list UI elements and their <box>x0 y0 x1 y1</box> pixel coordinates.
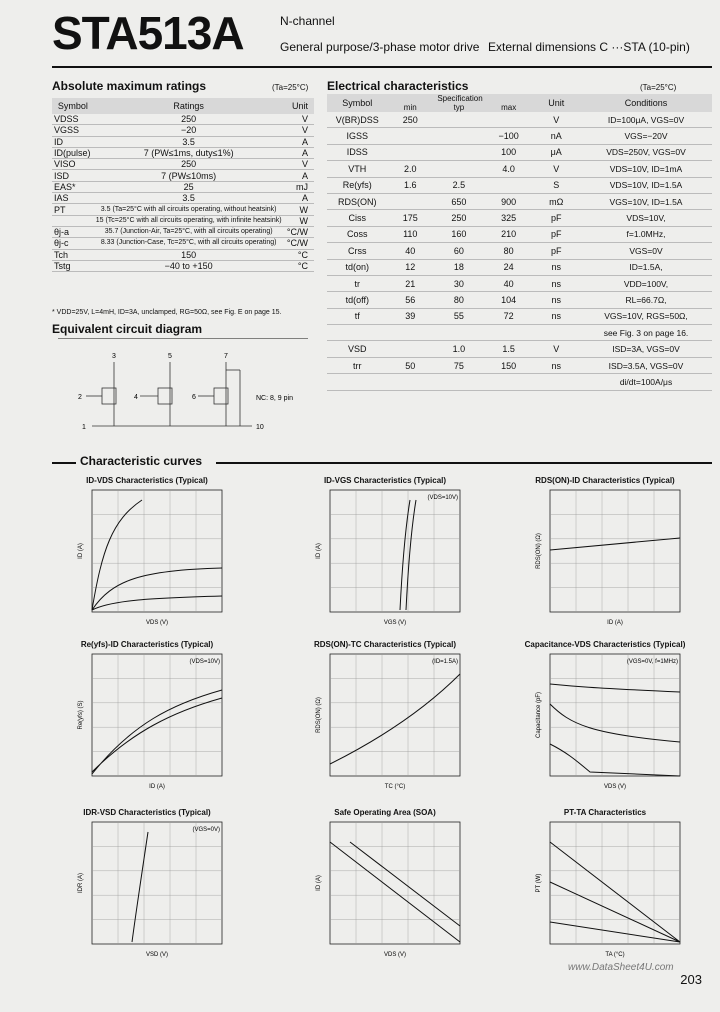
elec-symbol-cell: td(off) <box>327 292 388 308</box>
abs-max-sym-cell: EAS* <box>52 181 94 192</box>
curve-plot <box>510 486 700 636</box>
nc-pins-label: NC: 8, 9 pin <box>256 395 293 402</box>
elec-unit-cell: V <box>532 112 580 128</box>
elec-unit-cell <box>532 325 580 341</box>
x-axis-label: VGS (V) <box>383 620 407 626</box>
elec-max-cell <box>485 112 533 128</box>
curve-plot <box>52 650 242 800</box>
abs-max-rat-cell: 250 <box>94 159 284 170</box>
y-axis-label: ID (A) <box>78 543 84 559</box>
elec-row <box>327 259 712 275</box>
abs-max-unit-cell: mJ <box>284 181 314 192</box>
elec-row <box>327 243 712 259</box>
elec-typ-cell <box>433 112 485 128</box>
elec-max-cell: 80 <box>485 243 533 259</box>
curve-plot <box>510 650 700 800</box>
abs-max-sym-cell: Tch <box>52 249 94 260</box>
elec-min-cell: 12 <box>388 259 433 275</box>
elec-unit-cell: ns <box>532 275 580 291</box>
curve-plot <box>510 818 700 968</box>
curves-title: Characteristic curves <box>80 454 203 468</box>
equiv-title: Equivalent circuit diagram <box>52 322 203 336</box>
abs-max-rat-cell: −40 to +150 <box>94 260 284 271</box>
curve-panel <box>290 640 480 800</box>
abs-max-sym-cell: VDSS <box>52 114 94 125</box>
curve-title: Safe Operating Area (SOA) <box>334 808 436 817</box>
elec-row <box>327 112 712 128</box>
curves-rule-left <box>52 462 76 464</box>
elec-max-cell: 40 <box>485 275 533 291</box>
pin-6-label: 6 <box>192 394 196 401</box>
elec-typ-cell: 1.0 <box>433 341 485 357</box>
abs-max-table <box>52 98 314 272</box>
plot-frame <box>92 490 222 612</box>
curve-panel <box>290 476 480 636</box>
abs-max-unit-cell: V <box>284 125 314 136</box>
pin-3-label: 3 <box>112 353 116 360</box>
abs-max-sym-cell: VGSS <box>52 125 94 136</box>
elec-conditions-cell: VDS=250V, VGS=0V <box>580 144 712 160</box>
elec-typ-cell <box>433 374 485 390</box>
pin-5-label: 5 <box>168 353 172 360</box>
elec-conditions-cell: VGS=10V, ID=1.5A <box>580 193 712 209</box>
elec-typ-cell <box>433 128 485 144</box>
abs-max-row <box>52 125 314 136</box>
elec-unit-cell: pF <box>532 226 580 242</box>
abs-max-rat-cell: 15 (Tc=25°C with all circuits operating, with infinite heatsink) <box>94 215 284 226</box>
elec-min-cell <box>388 128 433 144</box>
elec-symbol-cell: RDS(ON) <box>327 193 388 209</box>
elec-max-cell: 24 <box>485 259 533 275</box>
y-axis-label: IDR (A) <box>78 873 84 893</box>
elec-symbol-cell <box>327 325 388 341</box>
elec-unit-cell: pF <box>532 210 580 226</box>
abs-max-row <box>52 238 314 249</box>
elec-row <box>327 210 712 226</box>
elec-min-cell <box>388 144 433 160</box>
elec-conditions-cell: VDS=10V, <box>580 210 712 226</box>
abs-max-unit-cell: °C/W <box>284 226 314 237</box>
elec-condition: (Ta=25°C) <box>640 83 677 92</box>
abs-max-rat-cell: 35.7 (Junction-Air, Ta=25°C, with all circuits operating) <box>94 226 284 237</box>
pin-10-label: 10 <box>256 424 264 431</box>
elec-row <box>327 308 712 324</box>
y-axis-label: PT (W) <box>536 873 542 893</box>
abs-max-sym-cell: ID(pulse) <box>52 147 94 158</box>
elec-typ-cell: 60 <box>433 243 485 259</box>
elec-title: Electrical characteristics <box>327 79 469 93</box>
elec-row <box>327 161 712 177</box>
col-ratings: Ratings <box>94 98 284 114</box>
abs-max-sym-cell: ID <box>52 136 94 147</box>
elec-symbol-cell: Re(yfs) <box>327 177 388 193</box>
elec-unit-cell: V <box>532 161 580 177</box>
curve-title: Re(yfs)-ID Characteristics (Typical) <box>80 640 214 649</box>
elec-min-cell: 250 <box>388 112 433 128</box>
curve-plot <box>290 818 480 968</box>
abs-max-rat-cell: 150 <box>94 249 284 260</box>
elec-typ-cell <box>433 144 485 160</box>
elec-row <box>327 128 712 144</box>
elec-typ-cell <box>433 161 485 177</box>
abs-max-sym-cell: ISD <box>52 170 94 181</box>
abs-max-rat-cell: 7 (PW≤10ms) <box>94 170 284 181</box>
plot-frame <box>92 822 222 944</box>
elec-max-cell: −100 <box>485 128 533 144</box>
elec-unit-cell: V <box>532 341 580 357</box>
watermark: www.DataSheet4U.com <box>568 962 674 973</box>
abs-max-unit-cell: A <box>284 170 314 181</box>
header-rule <box>52 66 712 68</box>
curve-note: (ID=1.5A) <box>432 659 458 665</box>
abs-max-rat-cell: 25 <box>94 181 284 192</box>
curve-title: RDS(ON)-TC Characteristics (Typical) <box>313 640 457 649</box>
abs-max-rat-cell: −20 <box>94 125 284 136</box>
elec-unit-cell: ns <box>532 259 580 275</box>
elec-typ-cell: 160 <box>433 226 485 242</box>
abs-max-unit-cell: A <box>284 193 314 204</box>
elec-unit-cell: pF <box>532 243 580 259</box>
elec-max-cell: 150 <box>485 357 533 373</box>
abs-max-title: Absolute maximum ratings <box>52 79 207 93</box>
plot-frame <box>550 822 680 944</box>
elec-unit-cell: ns <box>532 292 580 308</box>
abs-max-rat-cell: 3.5 <box>94 136 284 147</box>
channel-type: N-channel <box>280 14 335 28</box>
curve-line <box>92 500 222 610</box>
abs-max-unit-cell: A <box>284 136 314 147</box>
abs-max-unit-cell: A <box>284 147 314 158</box>
col-symbol: Symbol <box>327 94 388 112</box>
x-axis-label: TC (°C) <box>384 784 406 790</box>
x-axis-label: VDS (V) <box>383 952 407 958</box>
elec-conditions-cell: ID=1.5A, <box>580 259 712 275</box>
abs-max-unit-cell: W <box>284 215 314 226</box>
elec-row <box>327 374 712 390</box>
elec-conditions-cell: VGS=0V <box>580 243 712 259</box>
pin-4-label: 4 <box>134 394 138 401</box>
y-axis-label: Re(yfs) (S) <box>78 700 84 730</box>
curve-plot <box>290 650 480 800</box>
curve-title: ID-VDS Characteristics (Typical) <box>86 476 208 485</box>
elec-conditions-cell: VGS=−20V <box>580 128 712 144</box>
x-axis-label: ID (A) <box>607 620 623 626</box>
elec-typ-cell: 18 <box>433 259 485 275</box>
elec-max-cell <box>485 325 533 341</box>
abs-max-unit-cell: °C/W <box>284 238 314 249</box>
y-axis-label: RDS(ON) (Ω) <box>536 533 542 569</box>
elec-min-cell <box>388 374 433 390</box>
abs-max-row <box>52 260 314 271</box>
elec-symbol-cell: td(on) <box>327 259 388 275</box>
curve-title: ID-VGS Characteristics (Typical) <box>323 476 447 485</box>
plot-frame <box>550 654 680 776</box>
elec-symbol-cell: Crss <box>327 243 388 259</box>
curve-title: PT-TA Characteristics <box>563 808 647 817</box>
elec-row <box>327 144 712 160</box>
elec-typ-cell: 80 <box>433 292 485 308</box>
elec-symbol-cell: V(BR)DSS <box>327 112 388 128</box>
elec-min-cell <box>388 325 433 341</box>
abs-max-row <box>52 114 314 125</box>
curves-rule-right <box>216 462 712 464</box>
elec-min-cell: 40 <box>388 243 433 259</box>
elec-min-cell: 21 <box>388 275 433 291</box>
elec-min-cell <box>388 193 433 209</box>
curve-line <box>550 842 680 942</box>
curve-panel <box>52 808 242 968</box>
y-axis-label: Capacitance (pF) <box>536 691 542 739</box>
purpose: General purpose/3-phase motor drive <box>280 40 480 54</box>
curve-line <box>550 684 680 776</box>
elec-symbol-cell: trr <box>327 357 388 373</box>
elec-unit-cell: μA <box>532 144 580 160</box>
abs-max-rat-cell: 3.5 (Ta=25°C with all circuits operating, without heatsink) <box>94 204 284 215</box>
abs-max-unit-cell: W <box>284 204 314 215</box>
col-conditions: Conditions <box>580 94 712 112</box>
elec-max-cell: 325 <box>485 210 533 226</box>
y-axis-label: ID (A) <box>316 543 322 559</box>
elec-conditions-cell: di/dt=100A/μs <box>580 374 712 390</box>
abs-max-rat-cell: 8.33 (Junction-Case, Tc=25°C, with all circuits operating) <box>94 238 284 249</box>
elec-symbol-cell: VTH <box>327 161 388 177</box>
elec-min-cell <box>388 341 433 357</box>
curve-note: (VGS=0V) <box>192 827 220 833</box>
elec-symbol-cell: VSD <box>327 341 388 357</box>
part-number: STA513A <box>52 7 244 59</box>
elec-typ-cell: 30 <box>433 275 485 291</box>
col-unit: Unit <box>532 94 580 112</box>
curve-line <box>132 832 148 942</box>
elec-unit-cell: mΩ <box>532 193 580 209</box>
elec-conditions-cell: ID=100μA, VGS=0V <box>580 112 712 128</box>
abs-max-row <box>52 204 314 215</box>
curve-plot <box>290 486 480 636</box>
elec-unit-cell <box>532 374 580 390</box>
elec-conditions-cell: ISD=3A, VGS=0V <box>580 341 712 357</box>
curve-line <box>550 538 680 550</box>
external-dimensions: External dimensions C ···STA (10-pin) <box>488 40 690 54</box>
curve-title: IDR-VSD Characteristics (Typical) <box>83 808 211 817</box>
abs-max-sym-cell: θj-a <box>52 226 94 237</box>
abs-max-condition: (Ta=25°C) <box>272 83 309 92</box>
curve-title: RDS(ON)-ID Characteristics (Typical) <box>535 476 675 485</box>
elec-min-cell: 2.0 <box>388 161 433 177</box>
elec-max-cell: 100 <box>485 144 533 160</box>
elec-typ-cell: 250 <box>433 210 485 226</box>
elec-unit-cell: ns <box>532 308 580 324</box>
abs-max-row <box>52 249 314 260</box>
elec-row <box>327 275 712 291</box>
abs-max-row <box>52 181 314 192</box>
abs-max-sym-cell: Tstg <box>52 260 94 271</box>
curve-note: (VDS=10V) <box>189 659 220 665</box>
abs-max-unit-cell: V <box>284 159 314 170</box>
elec-max-cell: 4.0 <box>485 161 533 177</box>
equivalent-circuit-diagram <box>52 338 314 438</box>
abs-max-rat-cell: 7 (PW≤1ms, duty≤1%) <box>94 147 284 158</box>
abs-max-sym-cell: θj-c <box>52 238 94 249</box>
elec-typ-cell: 55 <box>433 308 485 324</box>
plot-frame <box>550 490 680 612</box>
abs-max-row <box>52 159 314 170</box>
curve-line <box>92 690 222 774</box>
elec-symbol-cell: Ciss <box>327 210 388 226</box>
elec-symbol-cell: Coss <box>327 226 388 242</box>
curve-line <box>330 674 460 764</box>
pin-1-label: 1 <box>82 424 86 431</box>
elec-min-cell: 1.6 <box>388 177 433 193</box>
curve-panel <box>290 808 480 968</box>
plot-frame <box>330 822 460 944</box>
curve-note: (VGS=0V, f=1MHz) <box>626 659 678 665</box>
elec-min-cell: 56 <box>388 292 433 308</box>
curve-panel <box>52 476 242 636</box>
x-axis-label: VSD (V) <box>145 952 169 958</box>
elec-max-cell: 210 <box>485 226 533 242</box>
pin-7-label: 7 <box>224 353 228 360</box>
elec-symbol-cell <box>327 374 388 390</box>
col-specification: Specification <box>388 94 533 103</box>
abs-max-unit-cell: V <box>284 114 314 125</box>
x-axis-label: ID (A) <box>149 784 165 790</box>
elec-max-cell: 900 <box>485 193 533 209</box>
abs-max-row <box>52 226 314 237</box>
abs-max-rat-cell: 250 <box>94 114 284 125</box>
elec-unit-cell: nA <box>532 128 580 144</box>
plot-frame <box>92 654 222 776</box>
col-unit: Unit <box>284 98 314 114</box>
elec-conditions-cell: see Fig. 3 on page 16. <box>580 325 712 341</box>
abs-max-sym-cell <box>52 215 94 226</box>
elec-conditions-cell: VGS=10V, RGS=50Ω, <box>580 308 712 324</box>
elec-symbol-cell: IDSS <box>327 144 388 160</box>
elec-conditions-cell: VDS=10V, ID=1.5A <box>580 177 712 193</box>
elec-symbol-cell: tr <box>327 275 388 291</box>
elec-conditions-cell: f=1.0MHz, <box>580 226 712 242</box>
elec-conditions-cell: VDD=100V, <box>580 275 712 291</box>
y-axis-label: ID (A) <box>316 875 322 891</box>
abs-max-unit-cell: °C <box>284 249 314 260</box>
abs-max-unit-cell: °C <box>284 260 314 271</box>
abs-max-row <box>52 147 314 158</box>
plot-frame <box>330 490 460 612</box>
pin-2-label: 2 <box>78 394 82 401</box>
col-max: max <box>485 103 533 112</box>
curve-panel <box>52 640 242 800</box>
elec-max-cell: 1.5 <box>485 341 533 357</box>
elec-rows <box>327 112 712 390</box>
elec-conditions-cell: RL=66.7Ω, <box>580 292 712 308</box>
elec-row <box>327 177 712 193</box>
elec-conditions-cell: ISD=3.5A, VGS=0V <box>580 357 712 373</box>
page-number: 203 <box>680 972 702 987</box>
x-axis-label: VDS (V) <box>145 620 169 626</box>
abs-max-rat-cell: 3.5 <box>94 193 284 204</box>
curve-panel <box>510 808 700 968</box>
curve-plot <box>52 486 242 636</box>
elec-min-cell: 110 <box>388 226 433 242</box>
x-axis-label: TA (°C) <box>605 952 625 958</box>
elec-unit-cell: S <box>532 177 580 193</box>
elec-unit-cell: ns <box>532 357 580 373</box>
elec-row <box>327 341 712 357</box>
abs-max-footnote: * VDD=25V, L=4mH, ID=3A, unclamped, RG=50Ω, see Fig. E on page 15. <box>52 309 282 316</box>
abs-max-sym-cell: PT <box>52 204 94 215</box>
elec-typ-cell: 2.5 <box>433 177 485 193</box>
elec-row <box>327 226 712 242</box>
elec-row <box>327 357 712 373</box>
elec-max-cell: 104 <box>485 292 533 308</box>
curve-title: Capacitance-VDS Characteristics (Typical) <box>524 640 686 649</box>
curve-note: (VDS=10V) <box>427 495 458 501</box>
elec-min-cell: 39 <box>388 308 433 324</box>
x-axis-label: VDS (V) <box>603 784 627 790</box>
curve-plot <box>52 818 242 968</box>
plot-frame <box>330 654 460 776</box>
abs-max-row <box>52 170 314 181</box>
curve-panel <box>510 476 700 636</box>
curve-panel <box>510 640 700 800</box>
abs-max-row <box>52 136 314 147</box>
col-typ: typ <box>433 103 485 112</box>
y-axis-label: RDS(ON) (Ω) <box>316 697 322 733</box>
elec-typ-cell: 75 <box>433 357 485 373</box>
elec-row <box>327 292 712 308</box>
elec-typ-cell <box>433 325 485 341</box>
elec-row <box>327 325 712 341</box>
elec-typ-cell: 650 <box>433 193 485 209</box>
abs-max-row <box>52 215 314 226</box>
elec-min-cell: 175 <box>388 210 433 226</box>
abs-max-rows <box>52 114 314 272</box>
elec-conditions-cell: VDS=10V, ID=1mA <box>580 161 712 177</box>
col-symbol: Symbol <box>52 98 94 114</box>
elec-max-cell: 72 <box>485 308 533 324</box>
col-min: min <box>388 103 433 112</box>
elec-max-cell <box>485 374 533 390</box>
elec-symbol-cell: IGSS <box>327 128 388 144</box>
abs-max-sym-cell: IAS <box>52 193 94 204</box>
elec-min-cell: 50 <box>388 357 433 373</box>
curve-line <box>330 842 460 942</box>
elec-table <box>327 94 712 391</box>
abs-max-sym-cell: VISO <box>52 159 94 170</box>
elec-row <box>327 193 712 209</box>
abs-max-row <box>52 193 314 204</box>
elec-max-cell <box>485 177 533 193</box>
elec-symbol-cell: tf <box>327 308 388 324</box>
